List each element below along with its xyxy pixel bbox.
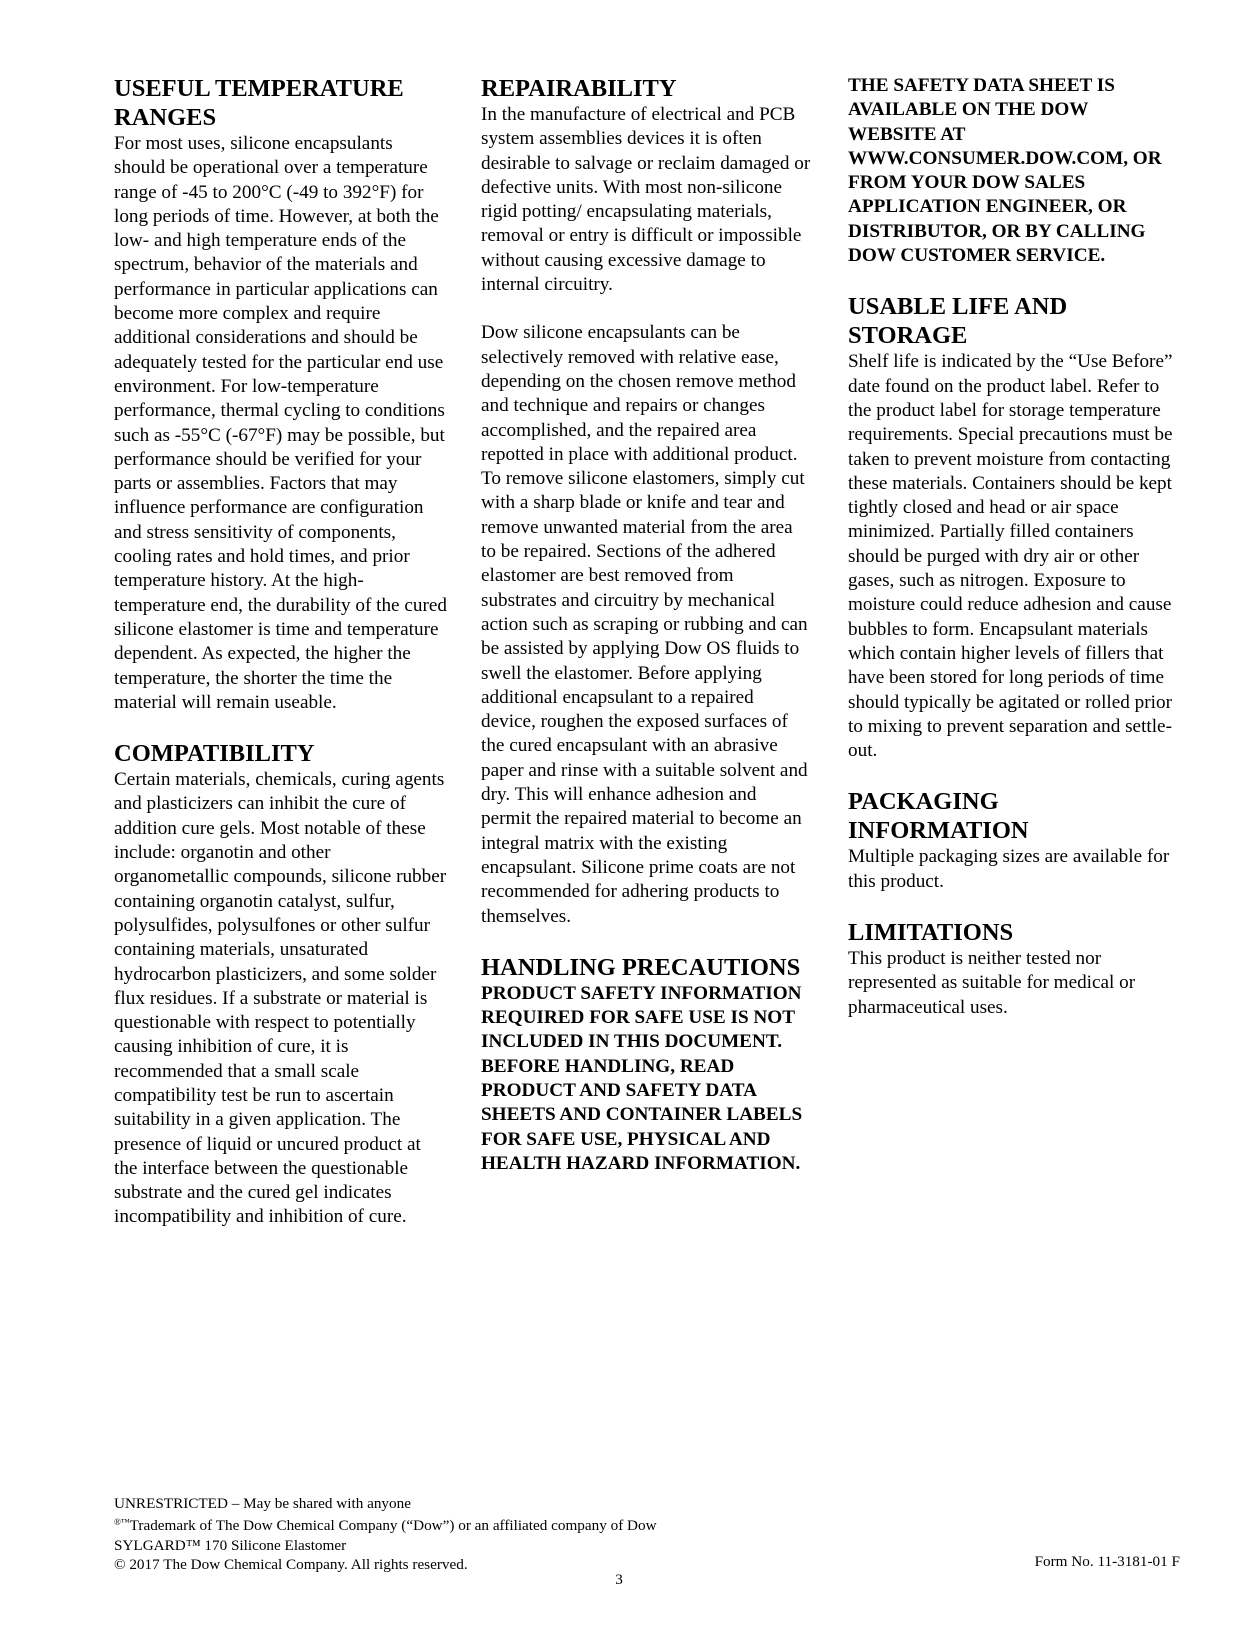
section-body-compatibility: Certain materials, chemicals, curing agents and plasticizers can inhibit the cure of addition cure gels. Most notable of these include: organotin and other organometallic compounds, silicone rubber containing organotin catalyst, sulfur, polysulfides, polysulfones or other sulfur containing materials, unsaturated hydrocarbon plasticizers, and some solder flux residues. If a substrate or material is questionable with respect to potentially causing inhibition of cure, it is recommended that a small scale compatibility test be run to ascertain suitability in a given application. The presence of liquid or uncured product at the interface between the questionable substrate and the cured gel indicates incompatibility and inhibition of cure.: [114, 769, 447, 1228]
column-right: [848, 74, 1178, 1020]
safety-data-sheet-notice: THE SAFETY DATA SHEET IS AVAILABLE ON THE DOW WEBSITE AT WWW.CONSUMER.DOW.COM, OR FROM YOUR DOW SALES APPLICATION ENGINEER, OR DISTRIBUTOR, OR BY CALLING DOW CUSTOMER SERVICE.: [848, 75, 1162, 267]
section-body-limitations: This product is neither tested nor represented as suitable for medical or pharmaceutical uses.: [848, 948, 1136, 1018]
section-heading-handling: HANDLING PRECAUTIONS: [481, 953, 801, 981]
footer-unrestricted: UNRESTRICTED – May be shared with anyone: [114, 1495, 411, 1512]
footer-copyright: © 2017 The Dow Chemical Company. All rights reserved.: [114, 1555, 468, 1573]
footer-product-name: SYLGARD™ 170 Silicone Elastomer: [114, 1536, 347, 1554]
section-heading-packaging: PACKAGING INFORMATION: [848, 788, 1029, 845]
section-body-packaging: Multiple packaging sizes are available for this product.: [848, 846, 1170, 892]
column-middle: [481, 74, 811, 1176]
section-body-handling: PRODUCT SAFETY INFORMATION REQUIRED FOR SAFE USE IS NOT INCLUDED IN THIS DOCUMENT. BEFORE HANDLING, READ PRODUCT AND SAFETY DATA SHEETS AND CONTAINER LABELS FOR SAFE USE, PHYSICAL AND HEALTH HAZARD INFORMATION.: [481, 982, 803, 1174]
section-body-usable-life: Shelf life is indicated by the “Use Before” date found on the product label. Refer to the product label for storage temperature requirements. Special precautions must be taken to prevent moisture from contacting these materials. Containers should be kept tightly closed and head or air space minimized. Partially filled containers should be purged with dry air or other gases, such as nitrogen. Exposure to moisture could reduce adhesion and cause bubbles to form. Encapsulant materials which contain higher levels of fillers that have been stored for long periods of time should typically be agitated or rolled prior to mixing to prevent separation and settle-out.: [848, 351, 1173, 762]
footer-form-number: Form No. 11-3181-01 F: [1034, 1552, 1180, 1570]
footer-trademark: [114, 1513, 1180, 1535]
section-body-temperature: For most uses, silicone encapsulants should be operational over a temperature range of -45 to 200°C (-49 to 392°F) for long periods of time. However, at both the low- and high temperature ends of the spectrum, behavior of the materials and performance in particular applications can become more complex and require additional considerations and should be adequately tested for the particular end use environment. For low-temperature performance, thermal cycling to conditions such as -55°C (-67°F) may be possible, but performance should be verified for your parts or assemblies. Factors that may influence performance are configuration and stress sensitivity of components, cooling rates and hold times, and prior temperature history. At the high-temperature end, the durability of the cured silicone elastomer is time and temperature dependent. As expected, the higher the temperature, the shorter the time the material will remain useable.: [114, 133, 447, 713]
section-body-repairability-2: Dow silicone encapsulants can be selectively removed with relative ease, depending on the chosen remove method and technique and repairs or changes accomplished, and the repaired area repotted in place with additional product. To remove silicone elastomers, simply cut with a sharp blade or knife and tear and remove unwanted material from the area to be repaired. Sections of the adhered elastomer are best removed from substrates and circuitry by mechanical action such as scraping or rubbing and can be assisted by applying Dow OS fluids to swell the elastomer. Before applying additional encapsulant to a repaired device, roughen the exposed surfaces of the cured encapsulant with an abrasive paper and rinse with a suitable solvent and dry. This will enhance adhesion and permit the repaired material to become an integral matrix with the existing encapsulant. Silicone prime coats are not recommended for adhering products to themselves.: [481, 322, 808, 927]
footer-trademark-text: Trademark of The Dow Chemical Company (“Dow”) or an affiliated company of Dow: [129, 1517, 657, 1535]
section-heading-repairability: REPAIRABILITY: [481, 75, 677, 102]
column-left: [114, 74, 447, 1230]
section-heading-temperature: USEFUL TEMPERATURE RANGES: [114, 75, 404, 131]
section-heading-usable-life: USABLE LIFE AND STORAGE: [848, 293, 1068, 350]
section-heading-limitations: LIMITATIONS: [848, 919, 1014, 947]
section-heading-compatibility: COMPATIBILITY: [114, 740, 315, 768]
page-number: 3: [615, 1571, 623, 1588]
page-footer: [114, 1494, 1180, 1574]
trademark-mark: ®™: [114, 1517, 130, 1528]
section-body-repairability-1: In the manufacture of electrical and PCB system assemblies devices it is often desirable to salvage or reclaim damaged or defective units. With most non-silicone rigid potting/ encapsulating materials, removal or entry is difficult or impossible without causing excessive damage to internal circuitry.: [481, 104, 811, 296]
